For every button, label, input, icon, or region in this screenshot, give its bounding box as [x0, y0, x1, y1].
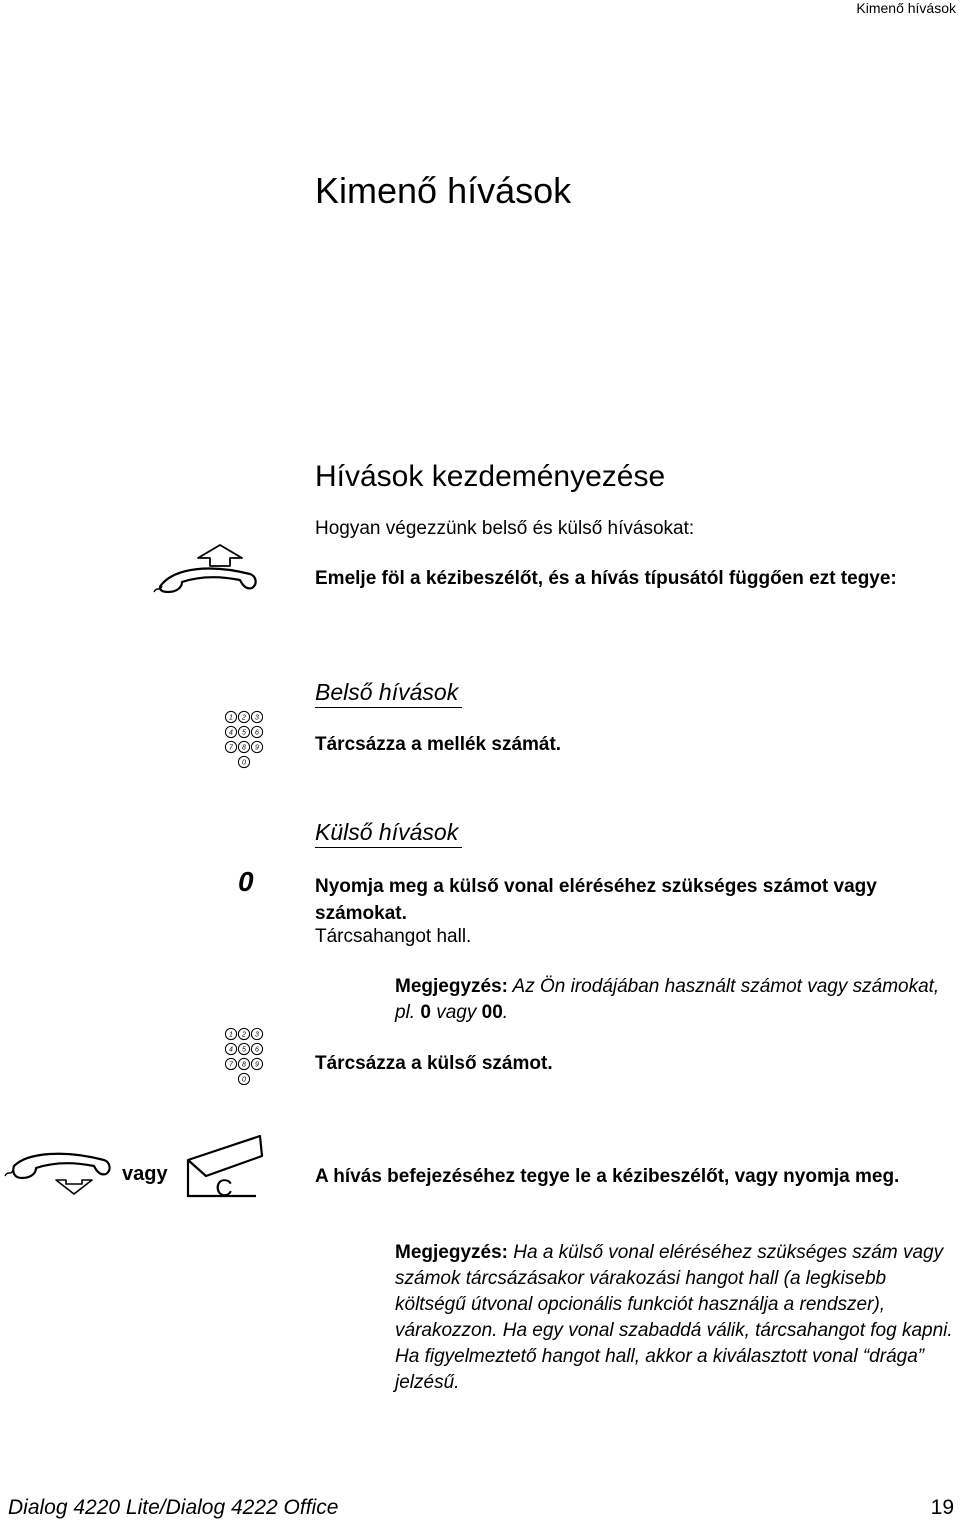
footer-product: Dialog 4220 Lite/Dialog 4222 Office — [8, 1496, 339, 1519]
note-end: . — [502, 1002, 509, 1023]
keypad-digit-2: 2 — [242, 714, 246, 722]
keypad-digit-8: 8 — [242, 1061, 246, 1069]
keypad-digit-2: 2 — [242, 1031, 246, 1039]
dial-external-instruction: Tárcsázza a külső számot. — [315, 1053, 553, 1074]
keypad-digit-1: 1 — [229, 1031, 233, 1039]
keypad-digit-9: 9 — [255, 1061, 259, 1069]
handset-replace-icon — [2, 1148, 114, 1198]
zero-key: 0 — [238, 866, 254, 897]
keypad-digit-0: 0 — [242, 759, 246, 767]
end-call-note — [395, 1240, 955, 1396]
keypad-digit-6: 6 — [255, 1046, 259, 1054]
keypad-digit-3: 3 — [255, 1031, 259, 1039]
keypad-digit-7: 7 — [229, 744, 233, 752]
keypad-digit-3: 3 — [255, 714, 259, 722]
keypad-digit-9: 9 — [255, 744, 259, 752]
note-text: Az Ön irodájában használt számot vagy számokat, pl. — [395, 976, 940, 1023]
or-label: vagy — [122, 1163, 168, 1185]
internal-instruction: Tárcsázza a mellék számát. — [315, 734, 562, 755]
external-calls-heading: Külső hívások — [315, 817, 462, 848]
keypad-digit-5: 5 — [242, 1046, 246, 1054]
keypad-icon — [224, 710, 264, 774]
note-code-00: 00 — [481, 1002, 503, 1023]
keypad-digit-5: 5 — [242, 729, 246, 737]
dial-tone-text: Tárcsahangot hall. — [315, 926, 472, 947]
note-code-0: 0 — [420, 1002, 431, 1023]
clear-key-icon — [184, 1130, 266, 1202]
chapter-title: Kimenő hívások — [315, 170, 572, 211]
external-instruction: Nyomja meg a külső vonal eléréséhez szükséges számot vagy számokat. — [315, 876, 877, 924]
footer-page-number: 19 — [930, 1496, 954, 1519]
lift-instruction: Emelje föl a kézibeszélőt, és a hívás típusától függően ezt tegye: — [315, 568, 897, 589]
keypad-digit-4: 4 — [229, 1046, 233, 1054]
note-middle: vagy — [430, 1002, 482, 1023]
keypad-digit-0: 0 — [242, 1076, 246, 1084]
internal-calls-heading: Belső hívások — [315, 677, 462, 708]
running-header: Kimenő hívások — [856, 0, 956, 16]
keypad-digit-7: 7 — [229, 1061, 233, 1069]
note-label: Megjegyzés: — [395, 976, 508, 997]
note-text: Ha a külső vonal eléréséhez szükséges szám vagy számok tárcsázásakor várakozási hangot hall (a legkisebb költségű útvonal opcionális funkciót használja a rendszer), várakozzon. Ha egy vonal szabaddá válik, tárcsahangot fog kapni. Ha figyelmeztető hangot hall, akkor a kiválasztott vonal “drága” jelzésű. — [395, 1242, 953, 1393]
keypad-digit-6: 6 — [255, 729, 259, 737]
keypad-digit-1: 1 — [229, 714, 233, 722]
external-note — [395, 974, 955, 1026]
end-call-instruction: A hívás befejezéséhez tegye le a kézibeszélőt, vagy nyomja meg. — [315, 1166, 900, 1187]
keypad-digit-4: 4 — [229, 729, 233, 737]
clear-key-letter: C — [215, 1175, 233, 1202]
section-intro: Hogyan végezzünk belső és külső hívásokat: — [315, 518, 695, 539]
keypad-digit-8: 8 — [242, 744, 246, 752]
handset-lift-icon — [150, 540, 262, 596]
keypad-icon — [224, 1027, 264, 1091]
note-label: Megjegyzés: — [395, 1242, 508, 1263]
section-title: Hívások kezdeményezése — [315, 460, 666, 493]
